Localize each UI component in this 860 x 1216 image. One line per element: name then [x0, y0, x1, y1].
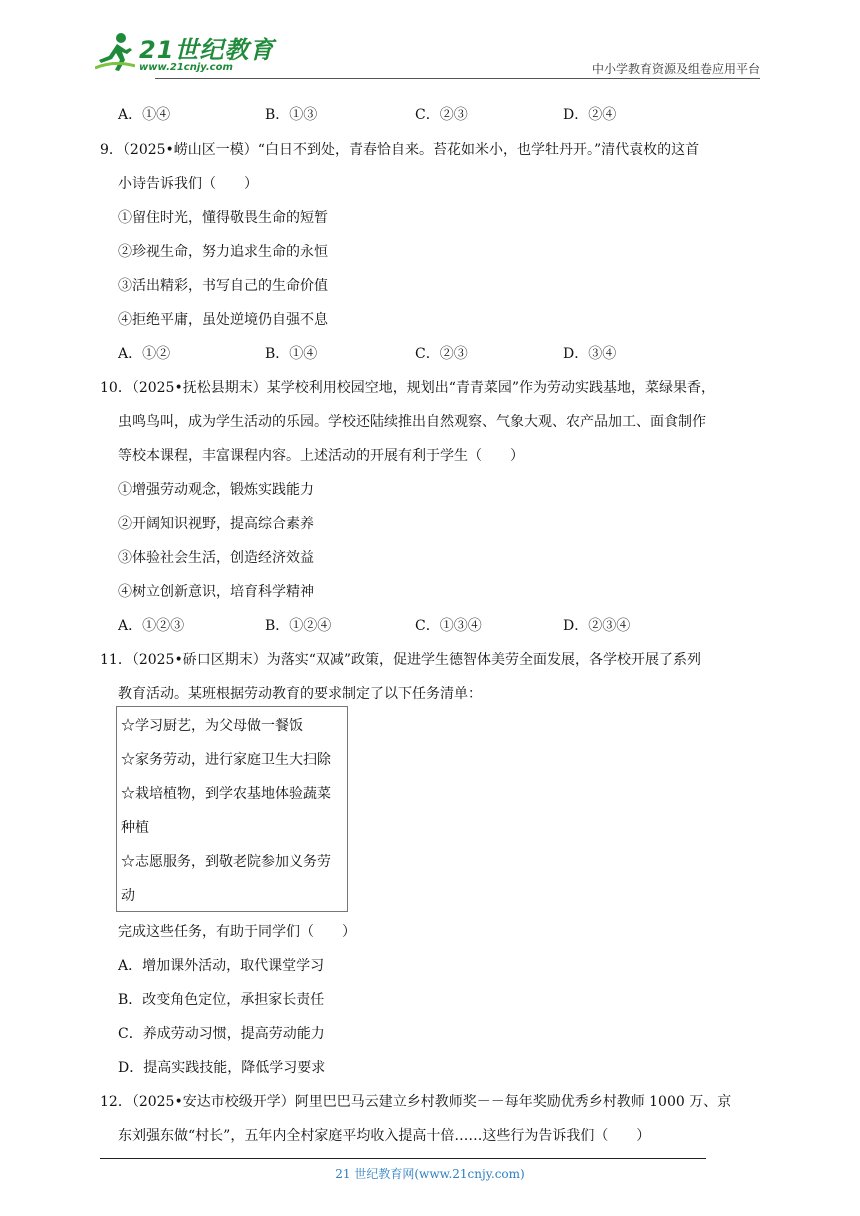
q10-item: ①增强劳动观念，锻炼实践能力: [118, 482, 314, 498]
q9-item: ④拒绝平庸，虽处逆境仍自强不息: [118, 312, 328, 328]
task-item: 动: [121, 888, 135, 904]
platform-name: 中小学教育资源及组卷应用平台: [591, 62, 760, 76]
footer-link[interactable]: 21 世纪教育网(www.21cnjy.com): [335, 1167, 525, 1181]
q9-option-d[interactable]: D．③④: [563, 346, 617, 362]
q12-stem-line: 12．（2025•安达市校级开学）阿里巴巴马云建立乡村教师奖－－每年奖励优秀乡村教师 1000 万、京: [100, 1094, 732, 1110]
q9-item: ③活出精彩，书写自己的生命价值: [118, 278, 328, 294]
q8-option-d[interactable]: D．②④: [563, 107, 617, 123]
site-logo[interactable]: [95, 30, 274, 74]
q10-stem-line: 10．（2025•抚松县期末）某学校利用校园空地，规划出“青青菜园”作为劳动实践基地，菜绿果香，: [100, 380, 716, 396]
logo-url: www.21cnjy.com: [139, 62, 233, 73]
q9-item: ②珍视生命，努力追求生命的永恒: [118, 244, 328, 260]
q11-question: 完成这些任务，有助于同学们（ ）: [118, 924, 356, 940]
page-header: [95, 30, 760, 80]
q10-stem-line: 等校本课程，丰富课程内容。上述活动的开展有利于学生（ ）: [118, 448, 524, 464]
q10-item: ②开阔知识视野，提高综合素养: [118, 516, 314, 532]
q11-option-b[interactable]: B．改变角色定位，承担家长责任: [118, 992, 325, 1008]
q10-option-c[interactable]: C．①③④: [415, 618, 482, 634]
q8-option-c[interactable]: C．②③: [415, 107, 468, 123]
q12-stem-line: 东刘强东做“村长”，五年内全村家庭平均收入提高十倍……这些行为告诉我们（ ）: [118, 1128, 651, 1144]
task-item: ☆志愿服务，到敬老院参加义务劳: [121, 854, 331, 870]
task-item: 种植: [121, 820, 149, 836]
q10-option-b[interactable]: B．①②④: [265, 618, 332, 634]
q11-stem-line: 11．（2025•硚口区期末）为落实“双减”政策，促进学生德智体美劳全面发展，各学校开展了系列: [100, 652, 702, 668]
task-list-box: [116, 706, 348, 912]
q10-stem-line: 虫鸣鸟叫，成为学生活动的乐园。学校还陆续推出自然观察、气象大观、农产品加工、面食制作: [118, 414, 706, 430]
q10-option-d[interactable]: D．②③④: [563, 618, 631, 634]
task-item: ☆家务劳动，进行家庭卫生大扫除: [121, 752, 331, 768]
header-divider: [155, 78, 760, 79]
runner-logo-icon: [95, 30, 135, 74]
q10-item: ③体验社会生活，创造经济效益: [118, 550, 314, 566]
q8-option-b[interactable]: B．①③: [265, 107, 318, 123]
q9-option-c[interactable]: C．②③: [415, 346, 468, 362]
q11-option-c[interactable]: C．养成劳动习惯，提高劳动能力: [118, 1026, 325, 1042]
q10-item: ④树立创新意识，培育科学精神: [118, 584, 314, 600]
q9-item: ①留住时光，懂得敬畏生命的短暂: [118, 210, 328, 226]
q9-stem-line: 9．（2025•崂山区一模）“白日不到处，青春恰自来。苔花如米小，也学牡丹开。”清代袁枚的这首: [100, 142, 700, 158]
q11-option-a[interactable]: A．增加课外活动，取代课堂学习: [118, 958, 325, 974]
task-item: ☆学习厨艺，为父母做一餐饭: [121, 718, 303, 734]
q8-option-a[interactable]: A．①④: [118, 107, 171, 123]
task-item: ☆栽培植物，到学农基地体验蔬菜: [121, 786, 331, 802]
q10-option-a[interactable]: A．①②③: [118, 618, 185, 634]
q11-stem-line: 教育活动。某班根据劳动教育的要求制定了以下任务清单：: [118, 686, 482, 702]
q11-option-d[interactable]: D．提高实践技能，降低学习要求: [118, 1060, 326, 1076]
footer-divider: [100, 1158, 706, 1159]
q9-stem-line: 小诗告诉我们（ ）: [118, 176, 258, 192]
q9-option-a[interactable]: A．①②: [118, 346, 171, 362]
q9-option-b[interactable]: B．①④: [265, 346, 318, 362]
logo-title: 21世纪教育: [139, 36, 275, 64]
